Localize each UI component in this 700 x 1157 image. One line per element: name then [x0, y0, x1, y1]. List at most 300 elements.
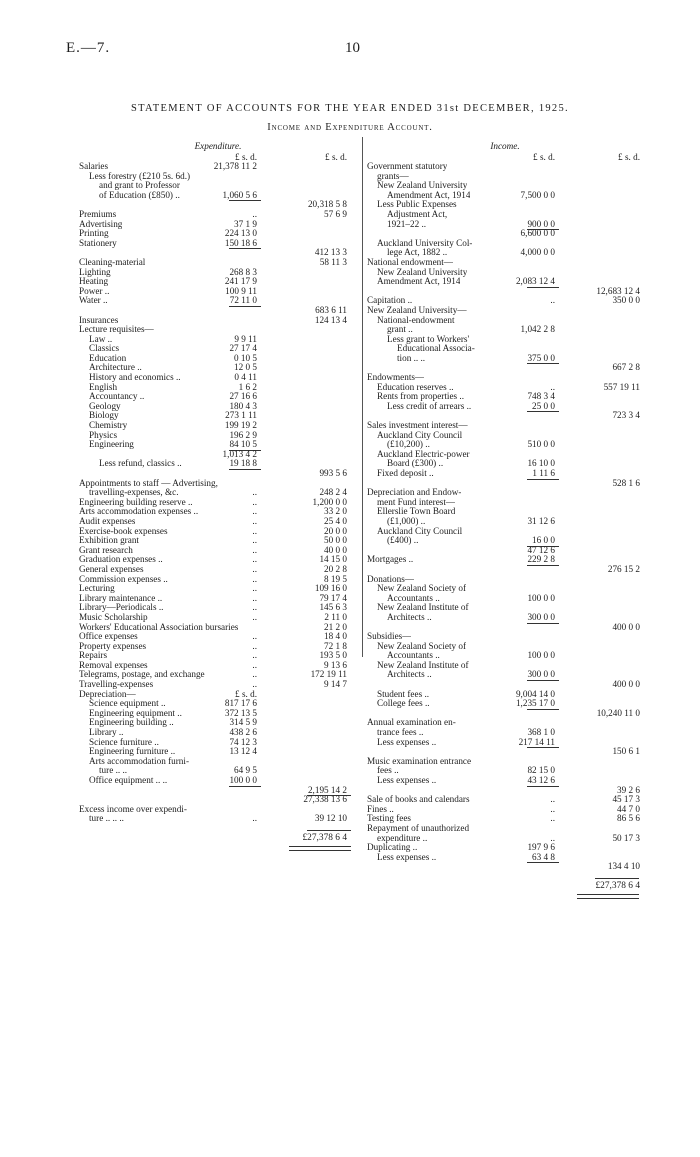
units-label: £ s. d.: [235, 152, 257, 162]
row-label: grants—: [377, 171, 409, 181]
amount-inner: ..: [252, 631, 257, 642]
amount-inner: 197 9 6: [527, 842, 555, 853]
table-row: [79, 181, 357, 191]
row-label: Lecture requisites—: [79, 325, 154, 335]
table-row: [79, 316, 357, 326]
row-label: Less credit of arrears ..: [387, 401, 472, 411]
table-row: [79, 747, 357, 757]
amount-outer: 723 3 4: [612, 410, 640, 421]
rule-line: [229, 469, 261, 470]
units-label: £ s. d.: [325, 152, 347, 162]
table-row: [367, 325, 643, 335]
amount-inner: ..: [252, 679, 257, 690]
table-row: [79, 651, 357, 661]
table-row: [367, 172, 643, 182]
table-row: [367, 181, 643, 191]
row-label: Capitation ..: [367, 296, 413, 306]
table-row: [367, 757, 643, 767]
row-label: Annual examination en-: [367, 718, 456, 728]
row-label: Arts accommodation furni-: [89, 756, 190, 766]
table-row: [79, 670, 357, 680]
rule-line: [527, 479, 559, 480]
row-label: Geology: [89, 401, 121, 411]
table-row: [79, 594, 357, 604]
table-row: [79, 699, 357, 709]
row-label: Power ..: [79, 286, 110, 296]
amount-inner: 100 0 0: [527, 592, 555, 603]
amount-inner: ..: [252, 544, 257, 555]
table-row: [79, 718, 357, 728]
row-label: New Zealand Institute of: [377, 660, 469, 670]
amount-inner: 27 17 4: [229, 343, 257, 354]
amount-inner: ..: [252, 535, 257, 546]
row-label: College fees ..: [377, 699, 430, 709]
row-label: New Zealand Society of: [377, 584, 467, 594]
table-row: [79, 344, 357, 354]
table-row: [79, 411, 357, 421]
row-label: (£10,200) ..: [387, 440, 430, 450]
amount-outer: 667 2 8: [612, 362, 640, 373]
table-row: [367, 661, 643, 671]
row-label: Mortgages ..: [367, 555, 414, 565]
table-row: [79, 440, 357, 450]
row-label: Duplicating ..: [367, 843, 418, 853]
row-label: Adjustment Act,: [387, 209, 448, 219]
row-label: Water ..: [79, 296, 108, 306]
amount-inner: ..: [252, 650, 257, 661]
row-label: Amendment Act, 1914: [377, 277, 461, 287]
row-label: Less grant to Workers': [387, 334, 470, 344]
amount-outer: 124 13 4: [314, 314, 347, 325]
table-row: [79, 603, 357, 613]
row-label: Education: [89, 353, 127, 363]
table-row: [367, 316, 643, 326]
row-label: Commission expenses ..: [79, 574, 168, 584]
rule-line: [229, 786, 261, 787]
amount-inner: ..: [252, 515, 257, 526]
amount-inner: 100 9 11: [225, 285, 257, 296]
row-label: Workers' Educational Association bursaries: [79, 622, 239, 632]
amount-inner: ..: [252, 602, 257, 613]
amount-inner: 100 0 0: [527, 650, 555, 661]
row-label: Less refund, classics ..: [99, 459, 182, 469]
row-label: lege Act, 1882 ..: [387, 248, 448, 258]
rule-line: [527, 747, 559, 748]
table-row: [79, 354, 357, 364]
row-label: ture .. ..: [99, 766, 128, 776]
amount-inner: 27 16 6: [229, 391, 257, 402]
amount-inner: 217 14 11: [518, 736, 555, 747]
table-row: [79, 210, 357, 220]
amount-inner: ..: [550, 832, 555, 843]
row-label: grant ..: [387, 325, 413, 335]
row-label: Auckland City Council: [377, 430, 463, 440]
amount-inner: 16 0 0: [532, 535, 555, 546]
table-row: [367, 459, 643, 469]
table-row: [79, 459, 357, 469]
table-row: [367, 363, 643, 373]
row-label: Premiums: [79, 209, 117, 219]
amount-outer: 39 2 6: [617, 784, 640, 795]
row-label: Exercise-book expenses: [79, 526, 168, 536]
row-label: New Zealand University: [377, 267, 468, 277]
amount-inner: 0 10 5: [234, 352, 257, 363]
row-label: Classics: [89, 344, 120, 354]
row-label: Science furniture ..: [89, 737, 159, 747]
table-row: [367, 862, 643, 872]
table-row: [367, 575, 643, 585]
amount-outer: 145 6 3: [319, 602, 347, 613]
amount-inner: 314 5 9: [229, 717, 257, 728]
row-label: Science equipment ..: [89, 699, 166, 709]
amount-inner: ..: [252, 640, 257, 651]
amount-inner: 229 2 8: [527, 554, 555, 565]
row-label: Salaries: [79, 162, 109, 171]
amount-inner: 1,042 2 8: [520, 324, 555, 335]
amount-outer: 276 15 2: [607, 563, 640, 574]
table-row: [367, 344, 643, 354]
row-label: Library—Periodicals ..: [79, 603, 164, 613]
table-row: [367, 642, 643, 652]
income-heading: Income.: [490, 141, 520, 151]
row-label: Auckland University Col-: [377, 238, 473, 248]
amount-outer: 557 19 11: [603, 381, 640, 392]
table-row: [367, 258, 643, 268]
amount-inner: 31 12 6: [527, 515, 555, 526]
column-divider: [362, 137, 363, 657]
row-label: Ellerslie Town Board: [377, 507, 456, 517]
row-label: New Zealand Society of: [377, 641, 467, 651]
amount-inner: 82 15 0: [527, 765, 555, 776]
amount-outer: 2 11 0: [324, 611, 347, 622]
amount-outer: 1,200 0 0: [312, 496, 347, 507]
amount-inner: 817 17 6: [224, 698, 257, 709]
row-label: Architects ..: [387, 670, 432, 680]
row-label: Less expenses ..: [377, 852, 437, 862]
row-label: National-endowment: [377, 315, 455, 325]
table-row: [79, 680, 357, 690]
amount-inner: 6,600 0 0: [520, 228, 555, 239]
amount-outer: 20 0 0: [324, 525, 347, 536]
rule-line: [229, 200, 261, 201]
table-row: [367, 200, 643, 210]
table-row: [79, 335, 357, 345]
table-row: [79, 565, 357, 575]
table-row: [79, 402, 357, 412]
units-label: £ s. d.: [533, 152, 555, 162]
table-row: [367, 603, 643, 613]
row-label: (£1,000) ..: [387, 516, 426, 526]
table-row: [79, 709, 357, 719]
amount-inner: ..: [252, 813, 257, 824]
table-row: [79, 200, 357, 210]
table-row: [367, 613, 643, 623]
rule-line: [229, 248, 261, 249]
amount-inner: 375 0 0: [527, 352, 555, 363]
amount-outer: 86 5 6: [617, 813, 640, 824]
table-row: [367, 728, 643, 738]
row-label: Library maintenance ..: [79, 593, 163, 603]
row-label: Testing fees: [367, 814, 412, 824]
row-label: Fixed deposit ..: [377, 469, 434, 478]
amount-inner: ..: [252, 554, 257, 565]
amount-inner: 748 3 4: [527, 391, 555, 402]
amount-inner: 64 9 5: [234, 765, 257, 776]
table-row: [79, 757, 357, 767]
amount-inner: 900 0 0: [527, 218, 555, 229]
row-label: trance fees ..: [377, 728, 424, 738]
amount-inner: ..: [550, 295, 555, 306]
row-label: National endowment—: [367, 257, 453, 267]
table-row: [79, 450, 357, 460]
row-label: (£400) ..: [387, 536, 419, 546]
amount-inner: 150 18 6: [224, 237, 257, 248]
row-label: Depreciation—: [79, 689, 136, 699]
row-label: Music examination entrance: [367, 756, 472, 766]
amount-outer: 18 4 0: [324, 631, 347, 642]
income-column: [367, 141, 643, 892]
row-label: Engineering building ..: [89, 718, 174, 728]
amount-inner: ..: [550, 813, 555, 824]
table-row: [367, 565, 643, 575]
amount-inner: 372 13 5: [224, 707, 257, 718]
amount-inner: ..: [252, 525, 257, 536]
table-row: [367, 834, 643, 844]
row-label: Advertising: [79, 219, 123, 229]
row-label: Excess income over expendi-: [79, 804, 187, 814]
amount-inner: 241 17 9: [224, 276, 257, 287]
row-label: Repayment of unauthorized: [367, 823, 470, 833]
table-row: [79, 248, 357, 258]
table-row: [79, 421, 357, 431]
row-label: Endowments—: [367, 373, 425, 383]
row-label: New Zealand Institute of: [377, 603, 469, 613]
row-label: Exhibition grant: [79, 536, 139, 546]
amount-outer: 20,318 5 8: [307, 199, 347, 210]
table-row: [79, 546, 357, 556]
table-row: [367, 335, 643, 345]
amount-inner: 1,235 17 0: [515, 698, 555, 709]
table-row: [79, 229, 357, 239]
amount-inner: 25 0 0: [532, 400, 555, 411]
table-row: [367, 191, 643, 201]
row-label: Less expenses ..: [377, 776, 437, 785]
amount-inner: 510 0 0: [527, 439, 555, 450]
row-label: Student fees ..: [377, 689, 430, 699]
table-row: [79, 162, 357, 172]
table-row: [79, 642, 357, 652]
table-row: [367, 306, 643, 316]
table-row: [367, 651, 643, 661]
page-number: 10: [345, 40, 360, 56]
amount-outer: 14 15 0: [319, 554, 347, 565]
amount-outer: 50 17 3: [612, 832, 640, 843]
amount-inner: 21,378 11 2: [213, 161, 257, 171]
row-label: Less Public Expenses: [377, 200, 457, 210]
table-row: [367, 220, 643, 230]
amount-inner: 1 6 2: [238, 381, 257, 392]
table-row: [79, 373, 357, 383]
table-row: [367, 814, 643, 824]
table-row: [367, 594, 643, 604]
table-row: [79, 287, 357, 297]
document-reference: E.—7.: [66, 40, 111, 56]
expenditure-heading: Expenditure.: [194, 141, 242, 151]
row-label: Lighting: [79, 267, 111, 277]
income-units-row: [367, 152, 643, 162]
row-label: Stationery: [79, 238, 117, 248]
units-label: £ s. d.: [618, 152, 640, 162]
amount-outer: 58 11 3: [319, 256, 347, 267]
rule-line: [527, 565, 559, 566]
amount-outer: 248 2 4: [319, 487, 347, 498]
amount-outer: 10,240 11 0: [596, 707, 640, 718]
row-label: Engineering equipment ..: [89, 708, 182, 718]
table-row: [367, 555, 643, 565]
row-label: Heating: [79, 277, 109, 287]
table-row: [367, 546, 643, 556]
row-label: travelling-expenses, &c.: [89, 488, 179, 498]
table-row: [79, 814, 357, 824]
amount-inner: 13 12 4: [229, 746, 257, 757]
amount-inner: 268 8 3: [229, 266, 257, 277]
table-row: [79, 795, 357, 805]
amount-inner: 37 1 9: [234, 218, 257, 229]
statement-title: STATEMENT OF ACCOUNTS FOR THE YEAR ENDED 31st DECEMBER, 1925.: [131, 103, 569, 114]
row-label: Travelling-expenses: [79, 680, 154, 690]
row-label: Architects ..: [387, 612, 432, 622]
table-row: [79, 383, 357, 393]
row-label: History and economics ..: [89, 373, 181, 383]
row-label: 1921–22 ..: [387, 219, 427, 229]
table-row: [79, 479, 357, 489]
amount-inner: 72 11 0: [229, 295, 257, 306]
amount-outer: 57 6 9: [324, 208, 347, 219]
row-label: Office expenses: [79, 632, 138, 642]
table-row: [367, 296, 643, 306]
amount-inner: 16 10 0: [527, 458, 555, 469]
row-label: Chemistry: [89, 421, 128, 431]
row-label: Grant research: [79, 545, 133, 555]
table-row: [79, 536, 357, 546]
row-label: Board (£300) ..: [387, 459, 444, 469]
table-row: [79, 363, 357, 373]
row-label: Subsidies—: [367, 632, 412, 642]
table-row: [367, 680, 643, 690]
row-label: Accountancy ..: [89, 392, 145, 402]
amount-inner: 273 1 11: [225, 410, 257, 421]
table-row: [367, 162, 643, 172]
row-label: Auckland Electric-power: [377, 449, 470, 459]
amount-inner: ..: [252, 496, 257, 507]
amount-outer: 79 17 4: [319, 592, 347, 603]
table-row: [367, 536, 643, 546]
amount-outer: 993 5 6: [319, 468, 347, 478]
amount-inner: 1,013 4 2: [222, 448, 257, 459]
rule-line: [229, 306, 261, 307]
row-label: Less forestry (£210 5s. 6d.): [89, 171, 191, 181]
row-label: Insurances: [79, 315, 119, 325]
row-label: Donations—: [367, 574, 414, 584]
amount-inner: 19 18 8: [229, 458, 257, 469]
rule-line: [527, 862, 559, 863]
table-row: [367, 623, 643, 633]
amount-outer: 193 5 0: [319, 650, 347, 661]
amount-inner: 84 10 5: [229, 439, 257, 450]
row-label: Music Scholarship: [79, 612, 148, 622]
amount-outer: 150 6 1: [612, 746, 640, 757]
amount-inner: 300 0 0: [527, 669, 555, 680]
amount-outer: 25 4 0: [324, 515, 347, 526]
row-label: Removal expenses: [79, 660, 148, 670]
amount-inner: 0 4 11: [234, 372, 257, 383]
table-row: [79, 507, 357, 517]
row-label: Repairs: [79, 651, 108, 661]
row-label: Cleaning-material: [79, 257, 146, 267]
table-row: [79, 325, 357, 335]
amount-inner: 1 11 6: [532, 468, 555, 478]
table-row: [367, 632, 643, 642]
table-row: [79, 469, 357, 479]
amount-inner: ..: [550, 803, 555, 814]
amount-inner: 180 4 3: [229, 400, 257, 411]
table-row: [367, 479, 643, 489]
amount-outer: 400 0 0: [612, 679, 640, 690]
table-row: [367, 584, 643, 594]
table-row: [79, 527, 357, 537]
amount-inner: 300 0 0: [527, 611, 555, 622]
table-row: [79, 613, 357, 623]
row-label: Fines ..: [367, 804, 394, 814]
table-row: [367, 805, 643, 815]
amount-outer: 400 0 0: [612, 621, 640, 632]
table-row: [367, 373, 643, 383]
amount-inner: ..: [252, 506, 257, 517]
table-row: [367, 210, 643, 220]
amount-outer: 20 2 8: [324, 563, 347, 574]
amount-inner: 9 9 11: [234, 333, 257, 344]
row-label: Appointments to staff — Advertising,: [79, 478, 218, 488]
table-row: [367, 402, 643, 412]
row-label: Lecturing: [79, 584, 115, 594]
table-row: [367, 853, 643, 863]
table-row: [367, 690, 643, 700]
table-row: [79, 220, 357, 230]
amount-inner: 368 1 0: [527, 727, 555, 738]
table-row: [367, 421, 643, 431]
table-row: [367, 488, 643, 498]
amount-outer: 45 17 3: [612, 794, 640, 805]
amount-inner: ..: [252, 659, 257, 670]
row-label: Audit expenses: [79, 516, 136, 526]
amount-inner: 9,004 14 0: [515, 688, 555, 699]
rule-line: [527, 623, 559, 624]
amount-outer: 27,338 13 6: [303, 794, 347, 805]
amount-inner: ..: [252, 611, 257, 622]
table-row: [367, 718, 643, 728]
row-label: Printing: [79, 229, 109, 239]
table-row: [79, 172, 357, 182]
row-label: expenditure ..: [377, 833, 428, 843]
table-row: [367, 383, 643, 393]
rule-line: [527, 411, 559, 412]
table-row: [367, 670, 643, 680]
row-label: Accountants ..: [387, 651, 440, 661]
table-row: [79, 517, 357, 527]
table-row: [367, 709, 643, 719]
amount-outer: 8 19 5: [324, 573, 347, 584]
table-row: [79, 584, 357, 594]
